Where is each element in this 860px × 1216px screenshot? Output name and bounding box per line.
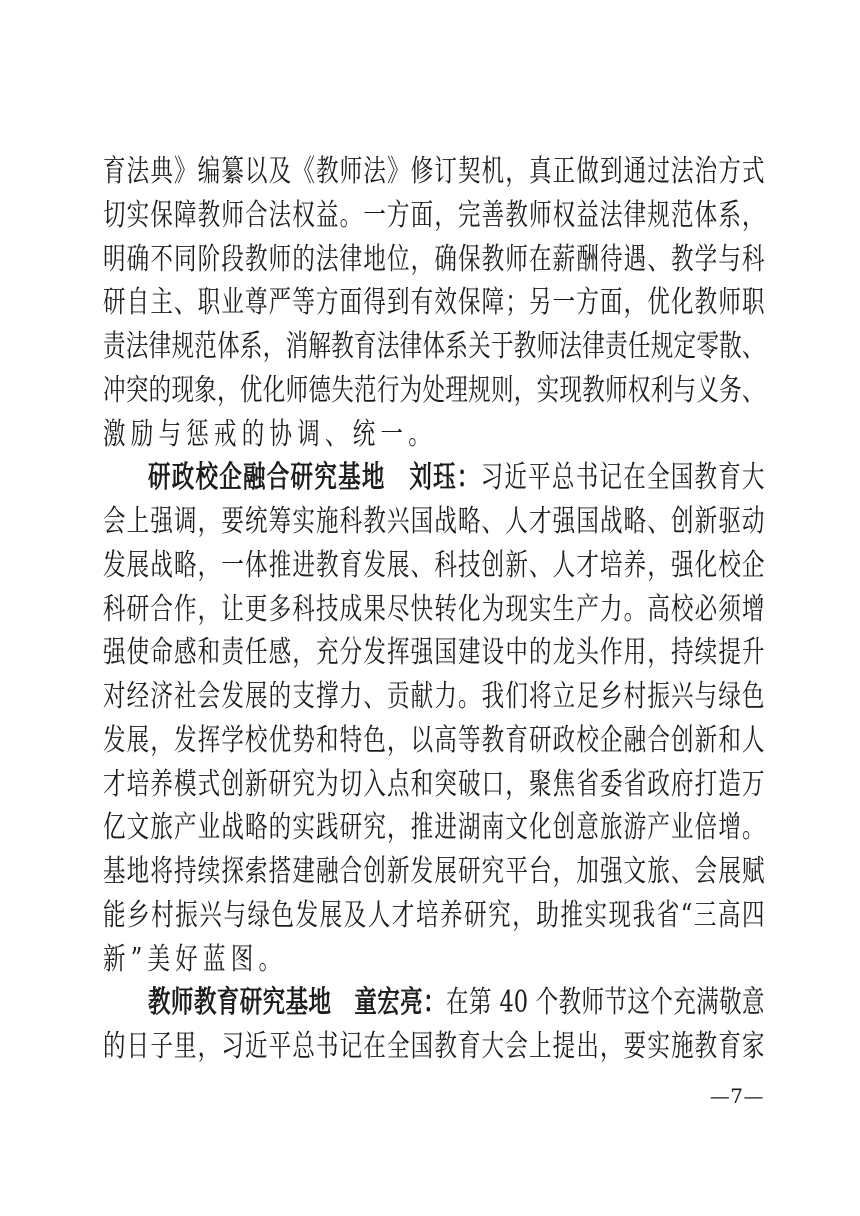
paragraph-text: 切实保障教师合法权益。一方面，完善教师权益法律规范体系， xyxy=(103,197,765,233)
page-number: —7— xyxy=(709,1084,764,1108)
text-line xyxy=(103,894,765,938)
text-line xyxy=(103,325,765,369)
paragraph-text: 育法典》编纂以及《教师法》修订契机，真正做到通过法治方式 xyxy=(103,154,765,189)
document-body xyxy=(103,150,765,1069)
paragraph-text: 的日子里，习近平总书记在全国教育大会上提出，要实施教育家 xyxy=(103,1029,765,1064)
paragraph-text: 习近平总书记在全国教育大 xyxy=(480,460,765,496)
paragraph-text: 激励与惩戒的协调、统一。 xyxy=(103,416,436,452)
paragraph-text: 冲突的现象，优化师德失范行为处理规则，实现教师权利与义务、 xyxy=(103,372,765,408)
paragraph-text: 基地将持续探索搭建融合创新发展研究平台，加强文旅、会展赋 xyxy=(103,854,765,889)
text-line xyxy=(103,500,765,544)
paragraph-3 xyxy=(103,981,765,1069)
text-line xyxy=(103,850,765,894)
text-line xyxy=(103,675,765,719)
paragraph-text: 对经济社会发展的支撑力、贡献力。我们将立足乡村振兴与绿色 xyxy=(103,679,765,714)
text-line xyxy=(103,719,765,763)
text-line xyxy=(103,806,765,850)
paragraph-text: 会上强调，要统筹实施科教兴国战略、人才强国战略、创新驱动 xyxy=(103,504,765,539)
paragraph-text: 新”美好蓝图。 xyxy=(103,941,287,977)
paragraph-text: 研自主、职业尊严等方面得到有效保障；另一方面，优化教师职 xyxy=(103,285,765,321)
text-line xyxy=(103,238,765,282)
text-line xyxy=(103,588,765,632)
text-line xyxy=(103,194,765,238)
paragraph-text: 责法律规范体系，消解教育法律体系关于教师法律责任规定零散、 xyxy=(103,329,765,364)
paragraph-text: 在第 40 个教师节这个充满敬意 xyxy=(446,985,765,1021)
text-line xyxy=(103,1025,765,1069)
paragraph-lead: 研政校企融合研究基地 刘珏： xyxy=(148,460,481,496)
text-line xyxy=(103,544,765,588)
text-line xyxy=(103,631,765,675)
paragraph-text: 发展，发挥学校优势和特色，以高等教育研政校企融合创新和人 xyxy=(103,722,765,758)
text-line xyxy=(103,413,765,457)
paragraph-text: 发展战略，一体推进教育发展、科技创新、人才培养，强化校企 xyxy=(103,547,765,583)
text-line xyxy=(103,150,765,194)
text-line xyxy=(103,369,765,413)
paragraph-lead: 教师教育研究基地 童宏亮： xyxy=(148,985,447,1021)
paragraph-text: 才培养模式创新研究为切入点和突破口，聚焦省委省政府打造万 xyxy=(103,766,765,802)
paragraph-text: 亿文旅产业战略的实践研究，推进湖南文化创意旅游产业倍增。 xyxy=(103,810,765,846)
text-line xyxy=(103,763,765,807)
text-line xyxy=(103,938,765,982)
paragraph-2 xyxy=(103,456,765,981)
paragraph-text: 能乡村振兴与绿色发展及人才培养研究，助推实现我省“三高四 xyxy=(103,897,765,933)
paragraph-text: 明确不同阶段教师的法律地位，确保教师在薪酬待遇、教学与科 xyxy=(103,241,765,277)
paragraphs xyxy=(103,150,765,1069)
text-line xyxy=(103,281,765,325)
paragraph-text: 科研合作，让更多科技成果尽快转化为现实生产力。高校必须增 xyxy=(103,591,765,627)
text-line xyxy=(103,456,765,500)
paragraph-text: 强使命感和责任感，充分发挥强国建设中的龙头作用，持续提升 xyxy=(103,635,765,671)
text-line xyxy=(103,981,765,1025)
paragraph-1 xyxy=(103,150,765,456)
